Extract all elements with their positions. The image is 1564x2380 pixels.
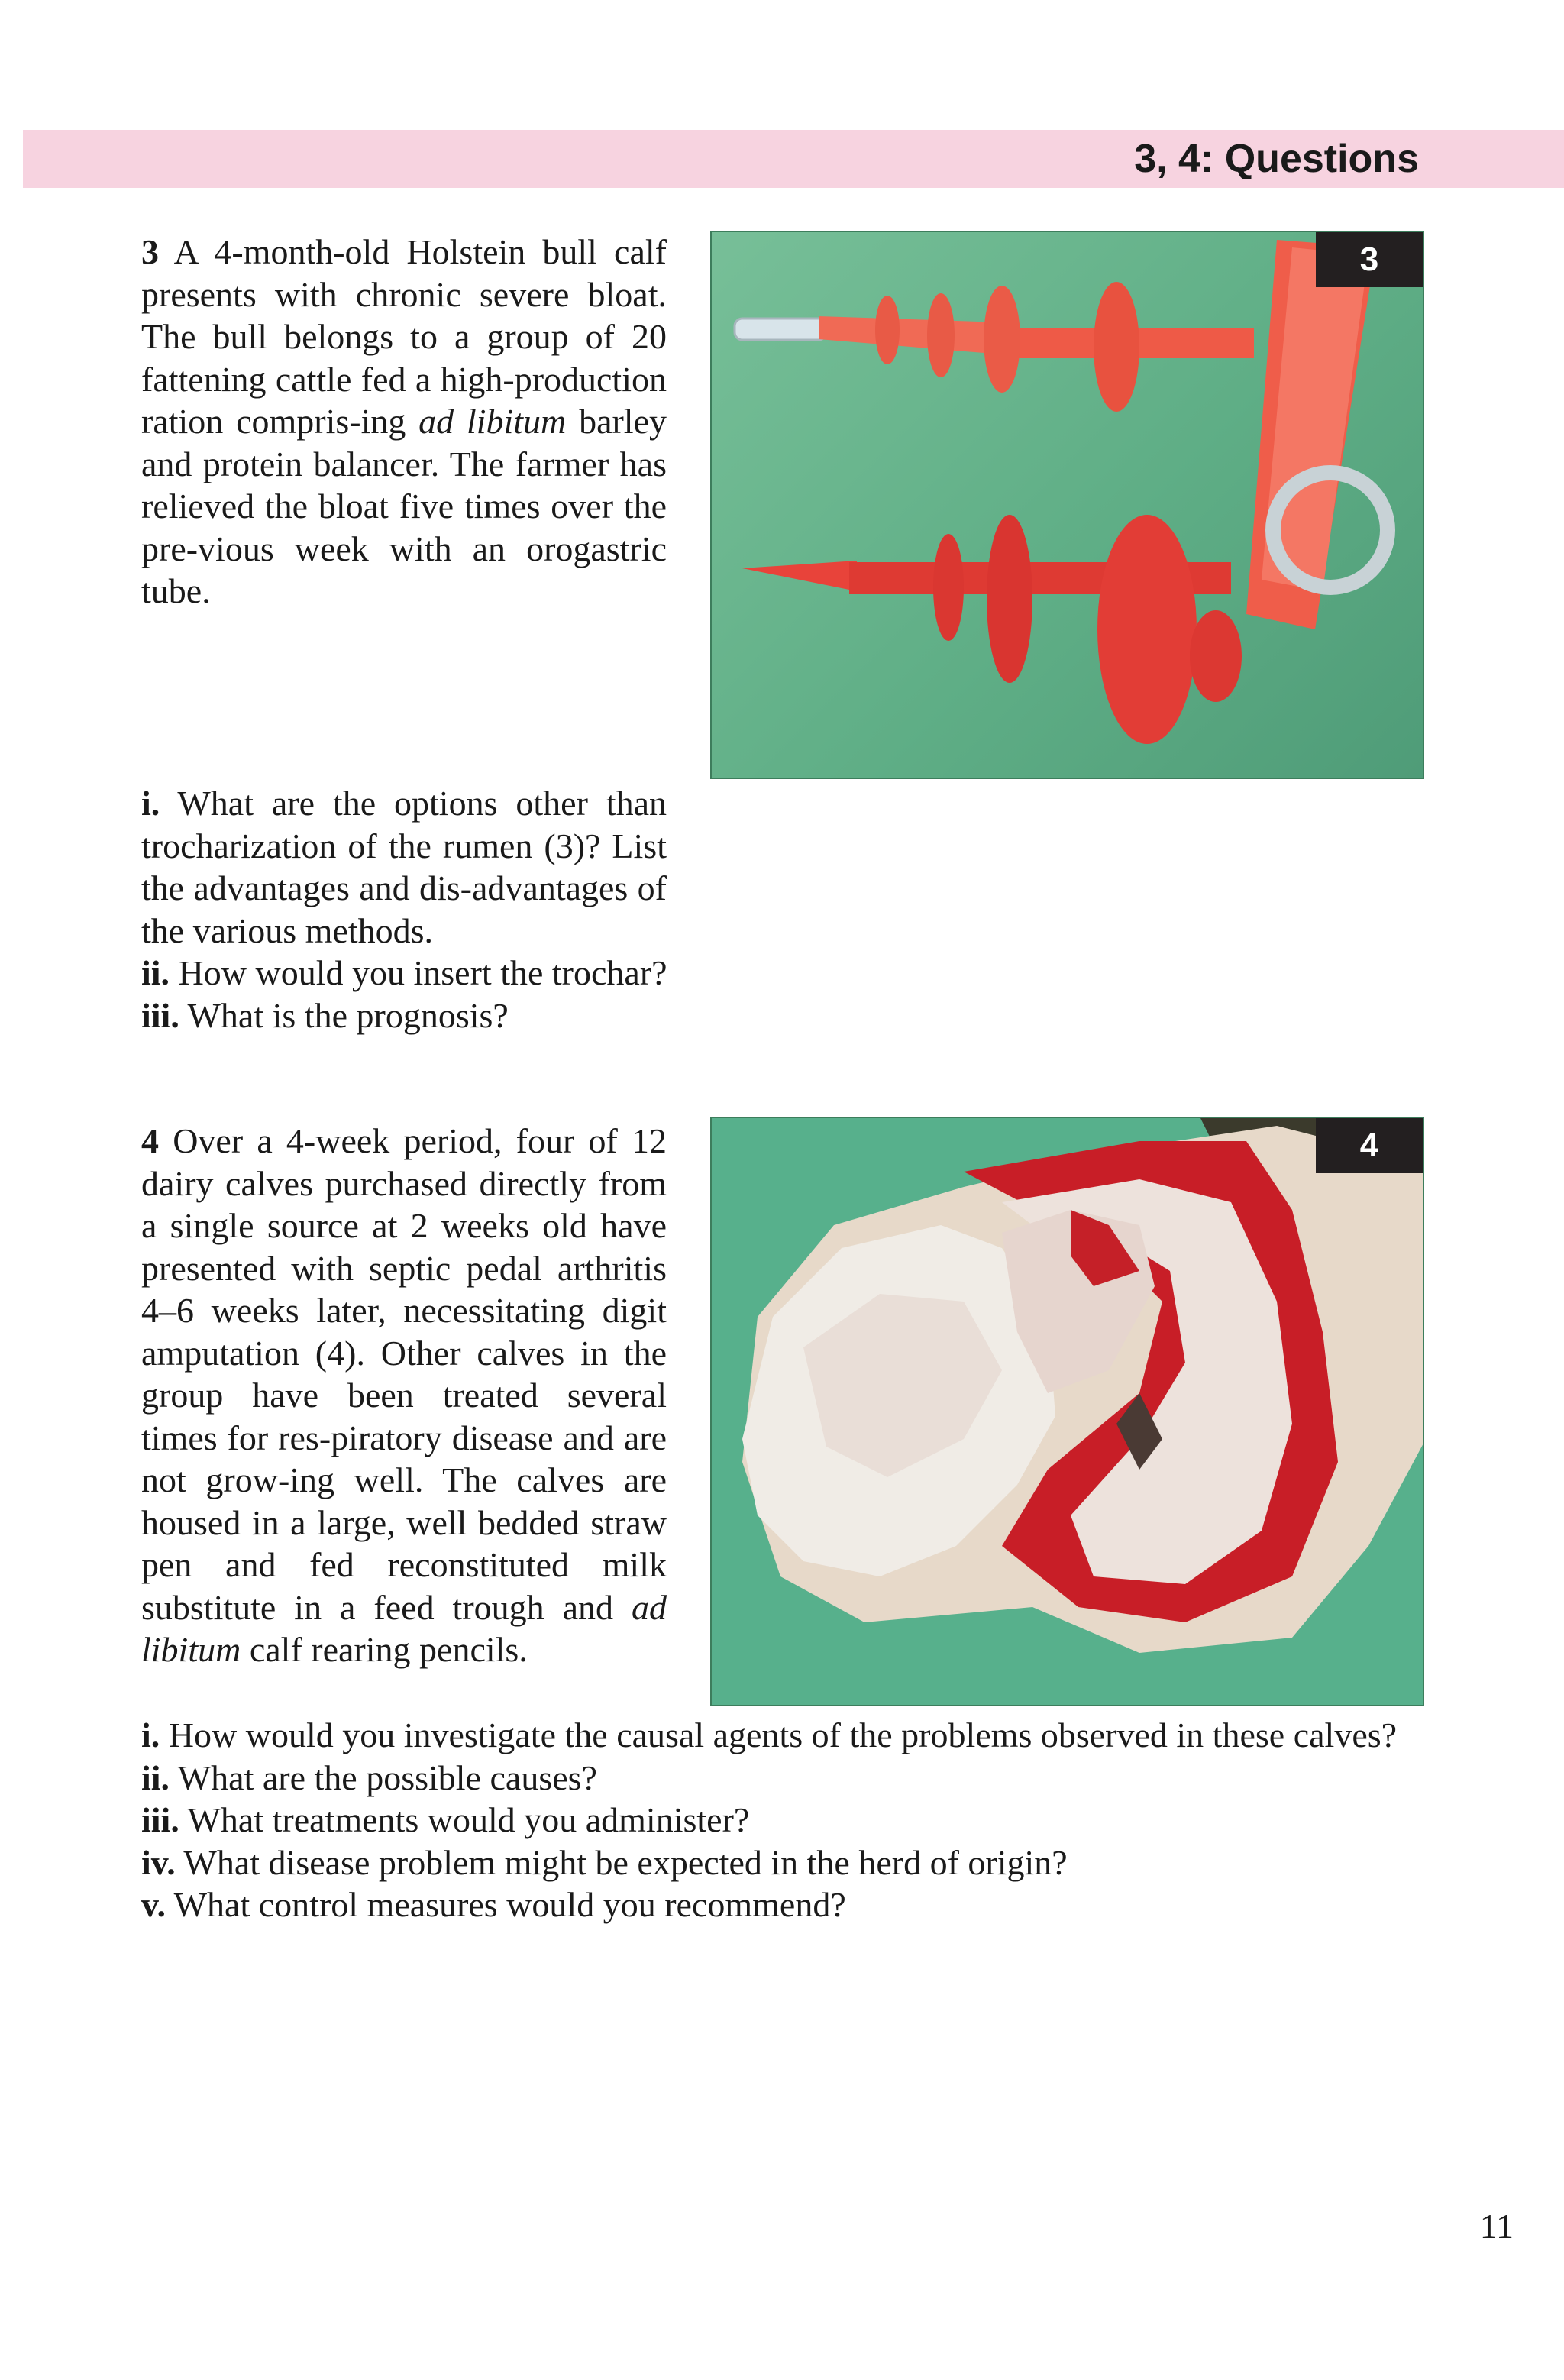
figure-4-label: 4: [1316, 1118, 1423, 1173]
sub-label: iii.: [141, 995, 179, 1035]
sub-text: What are the options other than trocharization of the rumen (3)? List the advantages and dis-advantages of the various methods.: [141, 784, 667, 950]
page-number: 11: [1479, 2207, 1514, 2246]
header-band: [23, 130, 1564, 188]
digit-illustration: [712, 1118, 1424, 1706]
sub-label: ii.: [141, 1758, 170, 1797]
question-4-subquestions: [141, 1714, 1428, 1926]
sub-text: What treatments would you administer?: [187, 1800, 750, 1839]
question-3-subquestions: [141, 782, 905, 1036]
sub-label: iii.: [141, 1800, 179, 1839]
question-4-paragraph: [141, 1120, 667, 1671]
question-4-sub-i: [141, 1714, 1428, 1757]
sub-text: What are the possible causes?: [177, 1758, 597, 1797]
question-4-sub-iii: [141, 1799, 1428, 1842]
question-3-text: [141, 231, 667, 613]
question-4-italic: ad libitum: [141, 1587, 667, 1669]
question-4-sub-iv: [141, 1842, 1428, 1884]
question-3-sub-ii: [141, 952, 905, 994]
question-4-stem-end: calf rearing pencils.: [249, 1630, 528, 1669]
figure-3-label: 3: [1316, 232, 1423, 287]
question-3-stem-end: barley and protein balancer. The farmer has relieved the bloat five times over the pre-vious week with an orogastric tube.: [141, 402, 667, 610]
sub-label: i.: [141, 784, 160, 823]
sub-label: v.: [141, 1885, 166, 1924]
figure-4-amputated-digit: [710, 1117, 1424, 1706]
question-3-italic: ad libitum: [418, 402, 567, 441]
page-title: 3, 4: Questions: [1134, 137, 1419, 181]
question-4-number: 4: [141, 1121, 159, 1160]
question-4-text: [141, 1120, 667, 1671]
sub-text: What disease problem might be expected in the herd of origin?: [183, 1842, 1068, 1882]
trochar-illustration: [712, 232, 1424, 779]
sub-label: ii.: [141, 953, 170, 992]
question-4-sub-ii: [141, 1757, 1428, 1800]
question-3-stem: A 4-month-old Holstein bull calf presents with chronic severe bloat. The bull belongs to a group of 20 fattening cattle fed a high-production ration compris-ing: [141, 232, 667, 441]
sub-label: iv.: [141, 1842, 176, 1882]
question-3-sub-iii: [141, 994, 905, 1037]
question-4-stem: Over a 4-week period, four of 12 dairy calves purchased directly from a single source at 2 weeks old have presented with septic pedal arthritis 4–6 weeks later, necessitating digit amputation (4). Other calves in the group have been treated several times for res-piratory disease and are not grow-ing well. The calves are housed in a large, well bedded straw pen and fed reconstituted milk substitute in a feed trough and: [141, 1121, 667, 1627]
question-3-sub-i: [141, 782, 667, 952]
sub-text: What control measures would you recommend?: [173, 1885, 846, 1924]
question-3-paragraph: [141, 231, 667, 613]
figure-3-trochars: [710, 231, 1424, 779]
question-3-number: 3: [141, 232, 159, 271]
sub-text: How would you insert the trochar?: [178, 953, 667, 992]
question-4-sub-v: [141, 1884, 1428, 1926]
sub-text: What is the prognosis?: [187, 995, 509, 1035]
sub-text: How would you investigate the causal agents of the problems observed in these calves?: [168, 1715, 1398, 1754]
sub-label: i.: [141, 1715, 160, 1754]
